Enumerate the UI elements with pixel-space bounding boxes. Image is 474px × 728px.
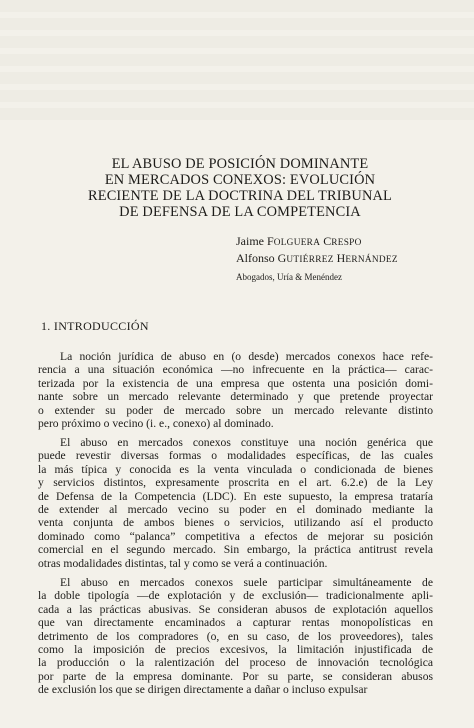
author-affiliation: Abogados, Uría & Menéndez bbox=[236, 272, 342, 282]
text-line: pero próximo o vecino (i. e., conexo) al dominado. bbox=[38, 416, 274, 430]
text-line: de exclusión los que se dirigen directamente a dañar o incluso expulsar bbox=[38, 683, 368, 697]
text-line: El abuso en mercados conexos suele participar simultáneamente de bbox=[60, 576, 433, 589]
body-paragraph bbox=[38, 576, 433, 697]
title-line: DE DEFENSA DE LA COMPETENCIA bbox=[119, 204, 361, 220]
show-through-background bbox=[0, 0, 474, 120]
text-line: nante sobre un mercado relevante determinado y que pretende proyectar bbox=[38, 390, 433, 404]
text-line: cada a las prácticas abusivas. Se consideran abusos de explotación aquellos bbox=[38, 602, 433, 616]
text-line: la doble tipología —de explotación y de exclusión— tradicionalmente apli- bbox=[38, 589, 433, 603]
title-line: EL ABUSO DE POSICIÓN DOMINANTE bbox=[111, 156, 369, 172]
text-line: y servicios distintos, expresamente proscrita en el art. 6.2.e) de la Ley bbox=[38, 476, 433, 490]
text-line: la producción o la ralentización del proceso de innovación tecnológica bbox=[38, 656, 433, 670]
author-block bbox=[236, 234, 398, 285]
section-heading: 1. INTRODUCCIÓN bbox=[41, 319, 149, 333]
article-title bbox=[40, 156, 440, 220]
text-line: o extender su poder de mercado sobre un mercado relevante distinto bbox=[38, 403, 433, 417]
text-line: detrimento de los compradores (o, en su caso, de los proveedores), tales bbox=[38, 629, 433, 643]
author-name: Alfonso GUTIÉRREZ HERNÁNDEZ bbox=[236, 251, 398, 265]
text-line: venta conjunta de ambos bienes o servicios, utilizando así el producto bbox=[38, 516, 433, 530]
text-line: terizada por la existencia de una empresa que ostenta una posición domi- bbox=[38, 376, 433, 390]
text-line: de extender al mercado vecino su poder en el dominado mediante la bbox=[38, 502, 433, 516]
text-line: por parte de la empresa dominante. Por su parte, se consideran abusos bbox=[38, 669, 433, 683]
text-line: rencia a una situación económica —no infrecuente en la práctica— carac- bbox=[38, 363, 433, 377]
author-name: Jaime FOLGUERA CRESPO bbox=[236, 234, 362, 248]
text-line: puede revestir diversas formas o modalidades específicas, de las cuales bbox=[38, 449, 433, 463]
text-line: de Defensa de la Competencia (LDC). En este supuesto, la empresa trataría bbox=[38, 489, 433, 503]
text-line: comercial en el segundo mercado. Sin embargo, la práctica antitrust revela bbox=[38, 543, 433, 557]
text-line: la más típica y conocida es la venta vinculada o condicionada de bienes bbox=[38, 462, 433, 476]
title-line: RECIENTE DE LA DOCTRINA DEL TRIBUNAL bbox=[88, 188, 392, 204]
text-line: otras modalidades distintas, tal y como se verá a continuación. bbox=[38, 556, 328, 570]
body-paragraph bbox=[38, 350, 433, 430]
body-paragraph bbox=[38, 436, 433, 570]
text-line: La noción jurídica de abuso en (o desde) mercados conexos hace refe- bbox=[60, 350, 433, 363]
title-line: EN MERCADOS CONEXOS: EVOLUCIÓN bbox=[104, 172, 376, 188]
text-line: como la imposición de precios excesivos, la limitación injustificada de bbox=[38, 642, 433, 656]
text-line: El abuso en mercados conexos constituye una noción genérica que bbox=[60, 436, 433, 449]
text-line: dominado como “palanca” competitiva a efectos de mejorar su posición bbox=[38, 529, 433, 543]
text-line: que van directamente encaminados a capturar rentas monopolísticas en bbox=[38, 616, 433, 630]
